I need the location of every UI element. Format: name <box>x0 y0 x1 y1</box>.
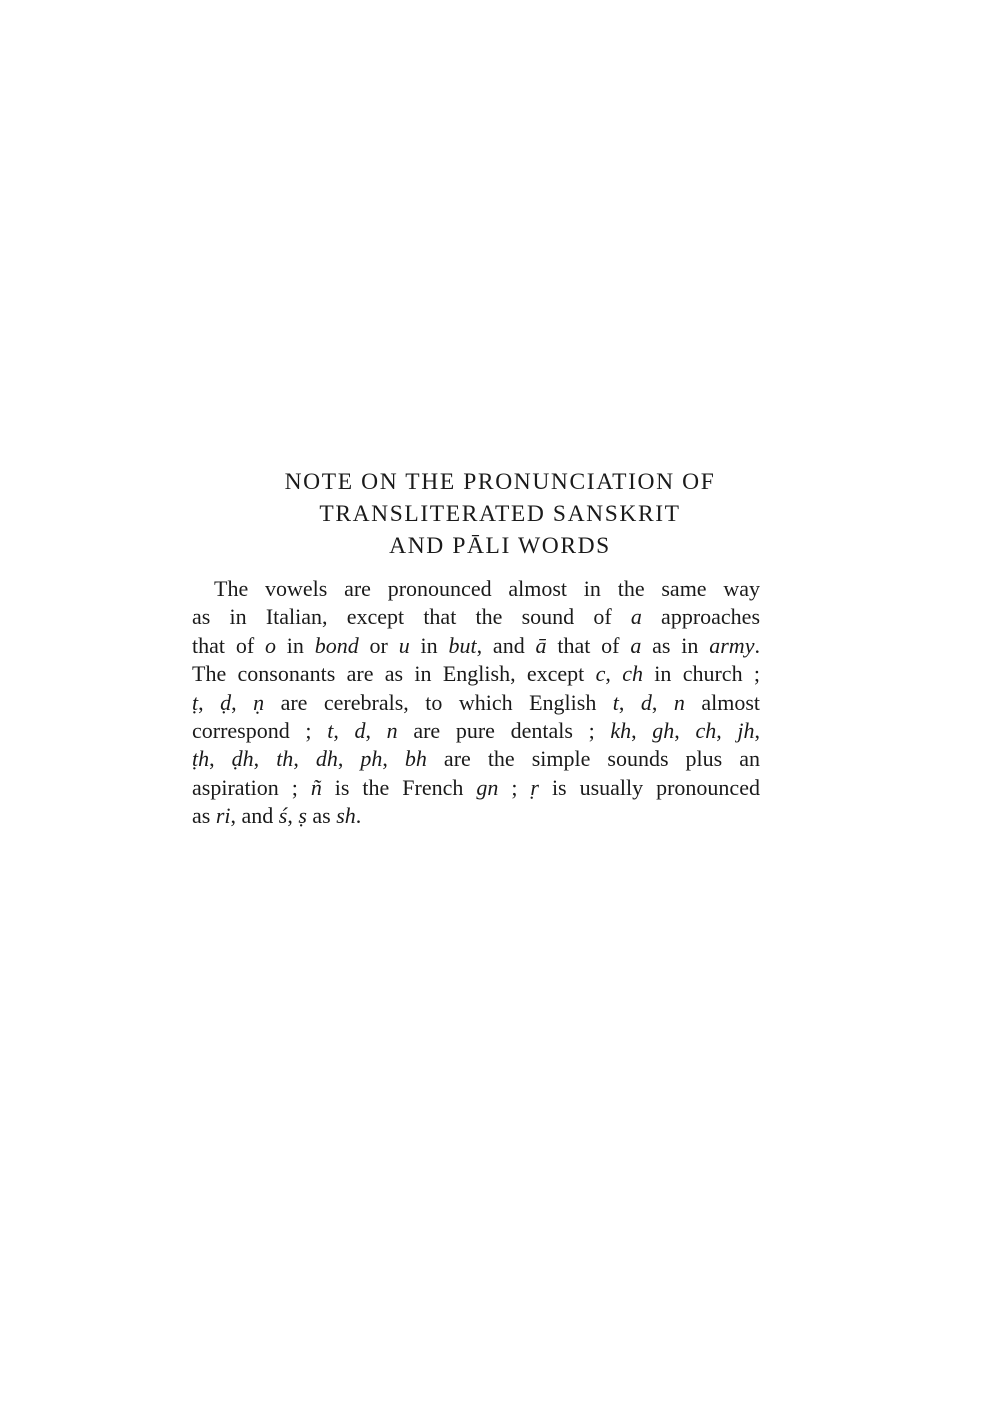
text-run: , <box>674 717 696 743</box>
text-run: are pure dentals ; <box>397 717 611 743</box>
text-run: in church ; <box>642 661 760 687</box>
paragraph-line <box>192 802 760 830</box>
text-run: , <box>618 689 641 715</box>
heading-line-2: TRANSLITERATED SANSKRIT <box>319 501 681 527</box>
heading-line-1: NOTE ON THE PRONUNCIATION OF <box>284 469 716 495</box>
italic-term: ph <box>360 746 383 772</box>
text-run: . <box>355 803 362 829</box>
italic-term: army <box>709 632 755 658</box>
text-run: , <box>631 717 653 743</box>
text-run: as <box>306 803 337 829</box>
italic-term: o <box>264 632 276 658</box>
italic-term: ḍ <box>220 689 232 715</box>
text-run: or <box>358 632 399 658</box>
text-run: , <box>253 746 277 772</box>
paragraph-line <box>192 632 760 660</box>
italic-term: th <box>276 746 294 772</box>
italic-term: ñ <box>310 774 322 800</box>
pronunciation-paragraph <box>192 575 760 831</box>
text-run: is the French <box>321 774 477 800</box>
heading-line-3: AND PĀLI WORDS <box>389 533 611 559</box>
italic-term: ṇ <box>253 689 265 715</box>
text-run: , <box>754 717 761 743</box>
text-run: correspond ; <box>192 717 328 743</box>
italic-term: ch <box>622 661 643 687</box>
text-run: that of <box>546 632 631 658</box>
text-run: , <box>716 717 738 743</box>
italic-term: dh <box>315 746 338 772</box>
italic-term: n <box>386 717 398 743</box>
italic-term: ś <box>278 803 288 829</box>
italic-term: gn <box>476 774 499 800</box>
text-run: as in Italian, except that the sound of <box>192 604 631 630</box>
text-run: is usually pronounced <box>538 774 760 800</box>
text-run: The vowels are pronounced almost in the same way <box>214 576 760 601</box>
italic-term: gh <box>652 717 675 743</box>
italic-term: ch <box>695 717 717 743</box>
text-run: that of <box>192 632 265 658</box>
text-run: almost <box>684 689 761 715</box>
italic-term: a <box>630 604 642 630</box>
italic-term: ṛ <box>530 774 539 800</box>
text-run: , <box>382 746 405 772</box>
text-run: The consonants are as in English, except <box>192 661 596 687</box>
italic-term: ṭh <box>192 746 210 772</box>
italic-term: c <box>595 661 606 687</box>
text-run: , <box>231 689 254 715</box>
paragraph-line <box>192 774 760 802</box>
text-run: as in <box>641 632 710 658</box>
italic-term: but <box>448 632 477 658</box>
paragraph-line <box>192 603 760 631</box>
italic-term: sh <box>336 803 356 829</box>
text-run: are cerebrals, to which English <box>264 689 613 715</box>
text-run: , <box>287 803 299 829</box>
italic-term: ṭ <box>192 689 199 715</box>
text-run: , <box>209 746 232 772</box>
italic-term: ḍh <box>231 746 254 772</box>
italic-term: a <box>630 632 642 658</box>
text-run: ; <box>498 774 531 800</box>
text-run: aspiration ; <box>192 774 311 800</box>
italic-term: t <box>612 689 619 715</box>
text-run: as <box>192 803 216 829</box>
text-run: approaches <box>641 604 761 630</box>
italic-term: u <box>398 632 410 658</box>
italic-term: bh <box>404 746 427 772</box>
text-run: . <box>754 632 760 658</box>
text-run: , <box>337 746 361 772</box>
text-run: , and <box>476 632 536 658</box>
text-run: in <box>409 632 449 658</box>
text-run: , <box>651 689 674 715</box>
italic-term: ri <box>215 803 231 829</box>
paragraph-line <box>192 717 760 745</box>
italic-term: t <box>327 717 334 743</box>
paragraph-line <box>192 689 760 717</box>
text-run: , and <box>230 803 279 829</box>
text-run: in <box>275 632 315 658</box>
text-run: , <box>293 746 316 772</box>
italic-term: d <box>640 689 652 715</box>
italic-term: d <box>354 717 366 743</box>
italic-term: ā <box>535 632 547 658</box>
text-run: are the simple sounds plus an <box>426 746 761 772</box>
text-run: , <box>605 661 623 687</box>
paragraph-line <box>192 575 760 603</box>
page-heading <box>0 466 1000 562</box>
italic-term: bond <box>314 632 359 658</box>
paragraph-line <box>192 745 760 773</box>
italic-term: n <box>673 689 685 715</box>
italic-term: kh <box>610 717 632 743</box>
text-run: , <box>365 717 387 743</box>
paragraph-line <box>192 660 760 688</box>
italic-term: ṣ <box>298 803 307 829</box>
italic-term: jh <box>737 717 755 743</box>
text-run: , <box>198 689 221 715</box>
text-run: , <box>333 717 355 743</box>
